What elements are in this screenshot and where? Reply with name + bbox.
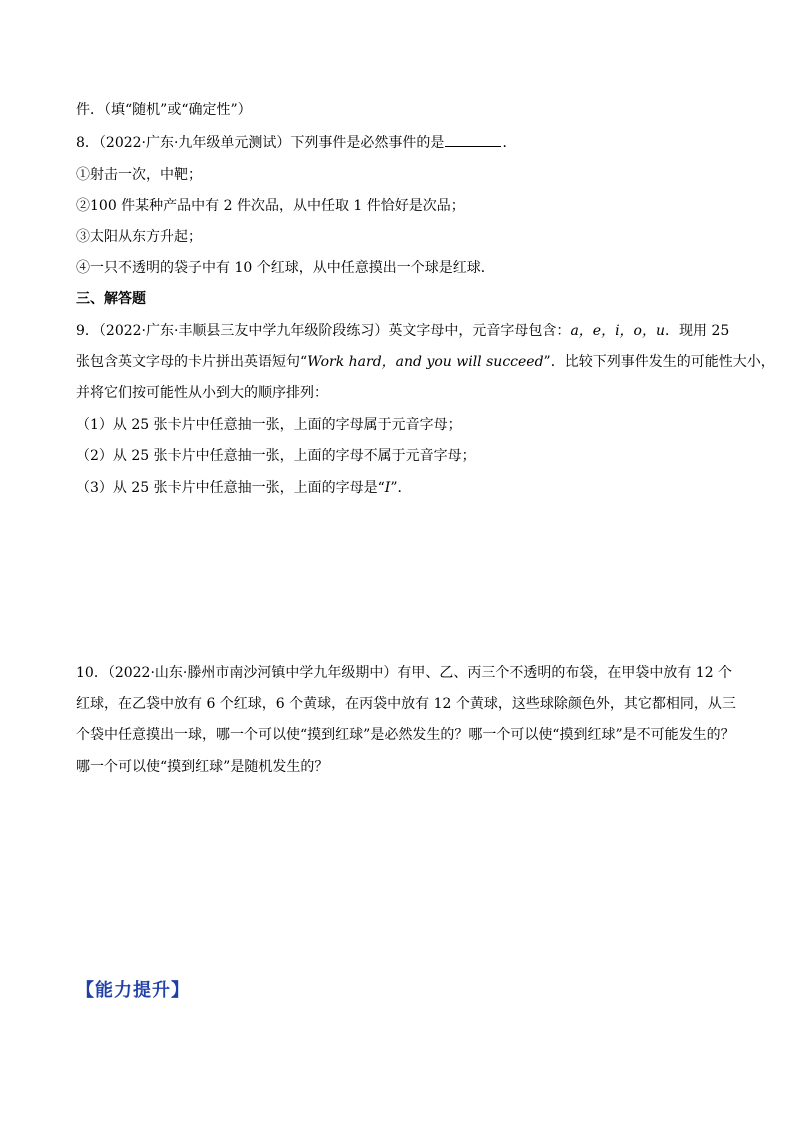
q10-line-1: 10．（2022·山东·滕州市南沙河镇中学九年级期中）有甲、乙、丙三个不透明的布袋，在甲袋中放有 12 个 (76, 665, 733, 681)
q9-line-2 (76, 353, 775, 371)
q8-option-1: ①射击一次，中靶； (76, 167, 202, 183)
q9-line-1 (76, 322, 729, 340)
q9-part-3-letter: I (384, 480, 391, 496)
q9-line-2-end: ”．比较下列事件发生的可能性大小， (543, 354, 775, 370)
section-heading-answers: 三、解答题 (76, 291, 146, 307)
q7-tail-text: 件．（填“随机”或“确定性”） (76, 102, 252, 118)
q10-line-4: 哪一个可以使“摸到红球”是随机发生的？ (76, 759, 329, 775)
q9-line-1-end: ．现用 25 (665, 323, 730, 339)
q9-part-3 (76, 479, 411, 497)
q9-part-3-text: （3）从 25 张卡片中任意抽一张，上面的字母是“ (76, 480, 385, 496)
q9-part-3-end: ”． (390, 480, 412, 496)
q9-phrase: Work hard，and you will succeed (307, 354, 544, 370)
q8-stem (76, 133, 516, 152)
q8-option-2: ②100 件某种产品中有 2 件次品，从中任取 1 件恰好是次品； (76, 198, 465, 214)
q9-part-1: （1）从 25 张卡片中任意抽一张，上面的字母属于元音字母； (76, 417, 462, 433)
q8-stem-end: ． (502, 135, 517, 151)
q8-option-3: ③太阳从东方升起； (76, 229, 202, 245)
ability-improvement-heading: 【能力提升】 (76, 980, 190, 1001)
q10-line-2: 红球，在乙袋中放有 6 个红球，6 个黄球，在丙袋中放有 12 个黄球，这些球除颜色外，其它都相同，从三 (76, 696, 736, 712)
q9-line-2-text: 张包含英文字母的卡片拼出英语短句“ (76, 354, 308, 370)
q9-line-1-text: 9．（2022·广东·丰顺县三友中学九年级阶段练习）英文字母中，元音字母包含： (76, 323, 571, 339)
q9-part-2: （2）从 25 张卡片中任意抽一张，上面的字母不属于元音字母； (76, 448, 476, 464)
q10-line-3: 个袋中任意摸出一球，哪一个可以使“摸到红球”是必然发生的？哪一个可以使“摸到红球”是不可能发生的？ (76, 727, 735, 743)
q8-option-4: ④一只不透明的袋子中有 10 个红球，从中任意摸出一个球是红球． (76, 260, 495, 276)
q8-stem-text: 8．（2022·广东·九年级单元测试）下列事件是必然事件的是 (76, 135, 445, 151)
q9-line-3: 并将它们按可能性从小到大的顺序排列： (76, 385, 328, 401)
q9-vowels: a，e，i，o，u (570, 323, 665, 339)
question-7-tail (76, 101, 252, 119)
answer-blank (445, 133, 501, 147)
